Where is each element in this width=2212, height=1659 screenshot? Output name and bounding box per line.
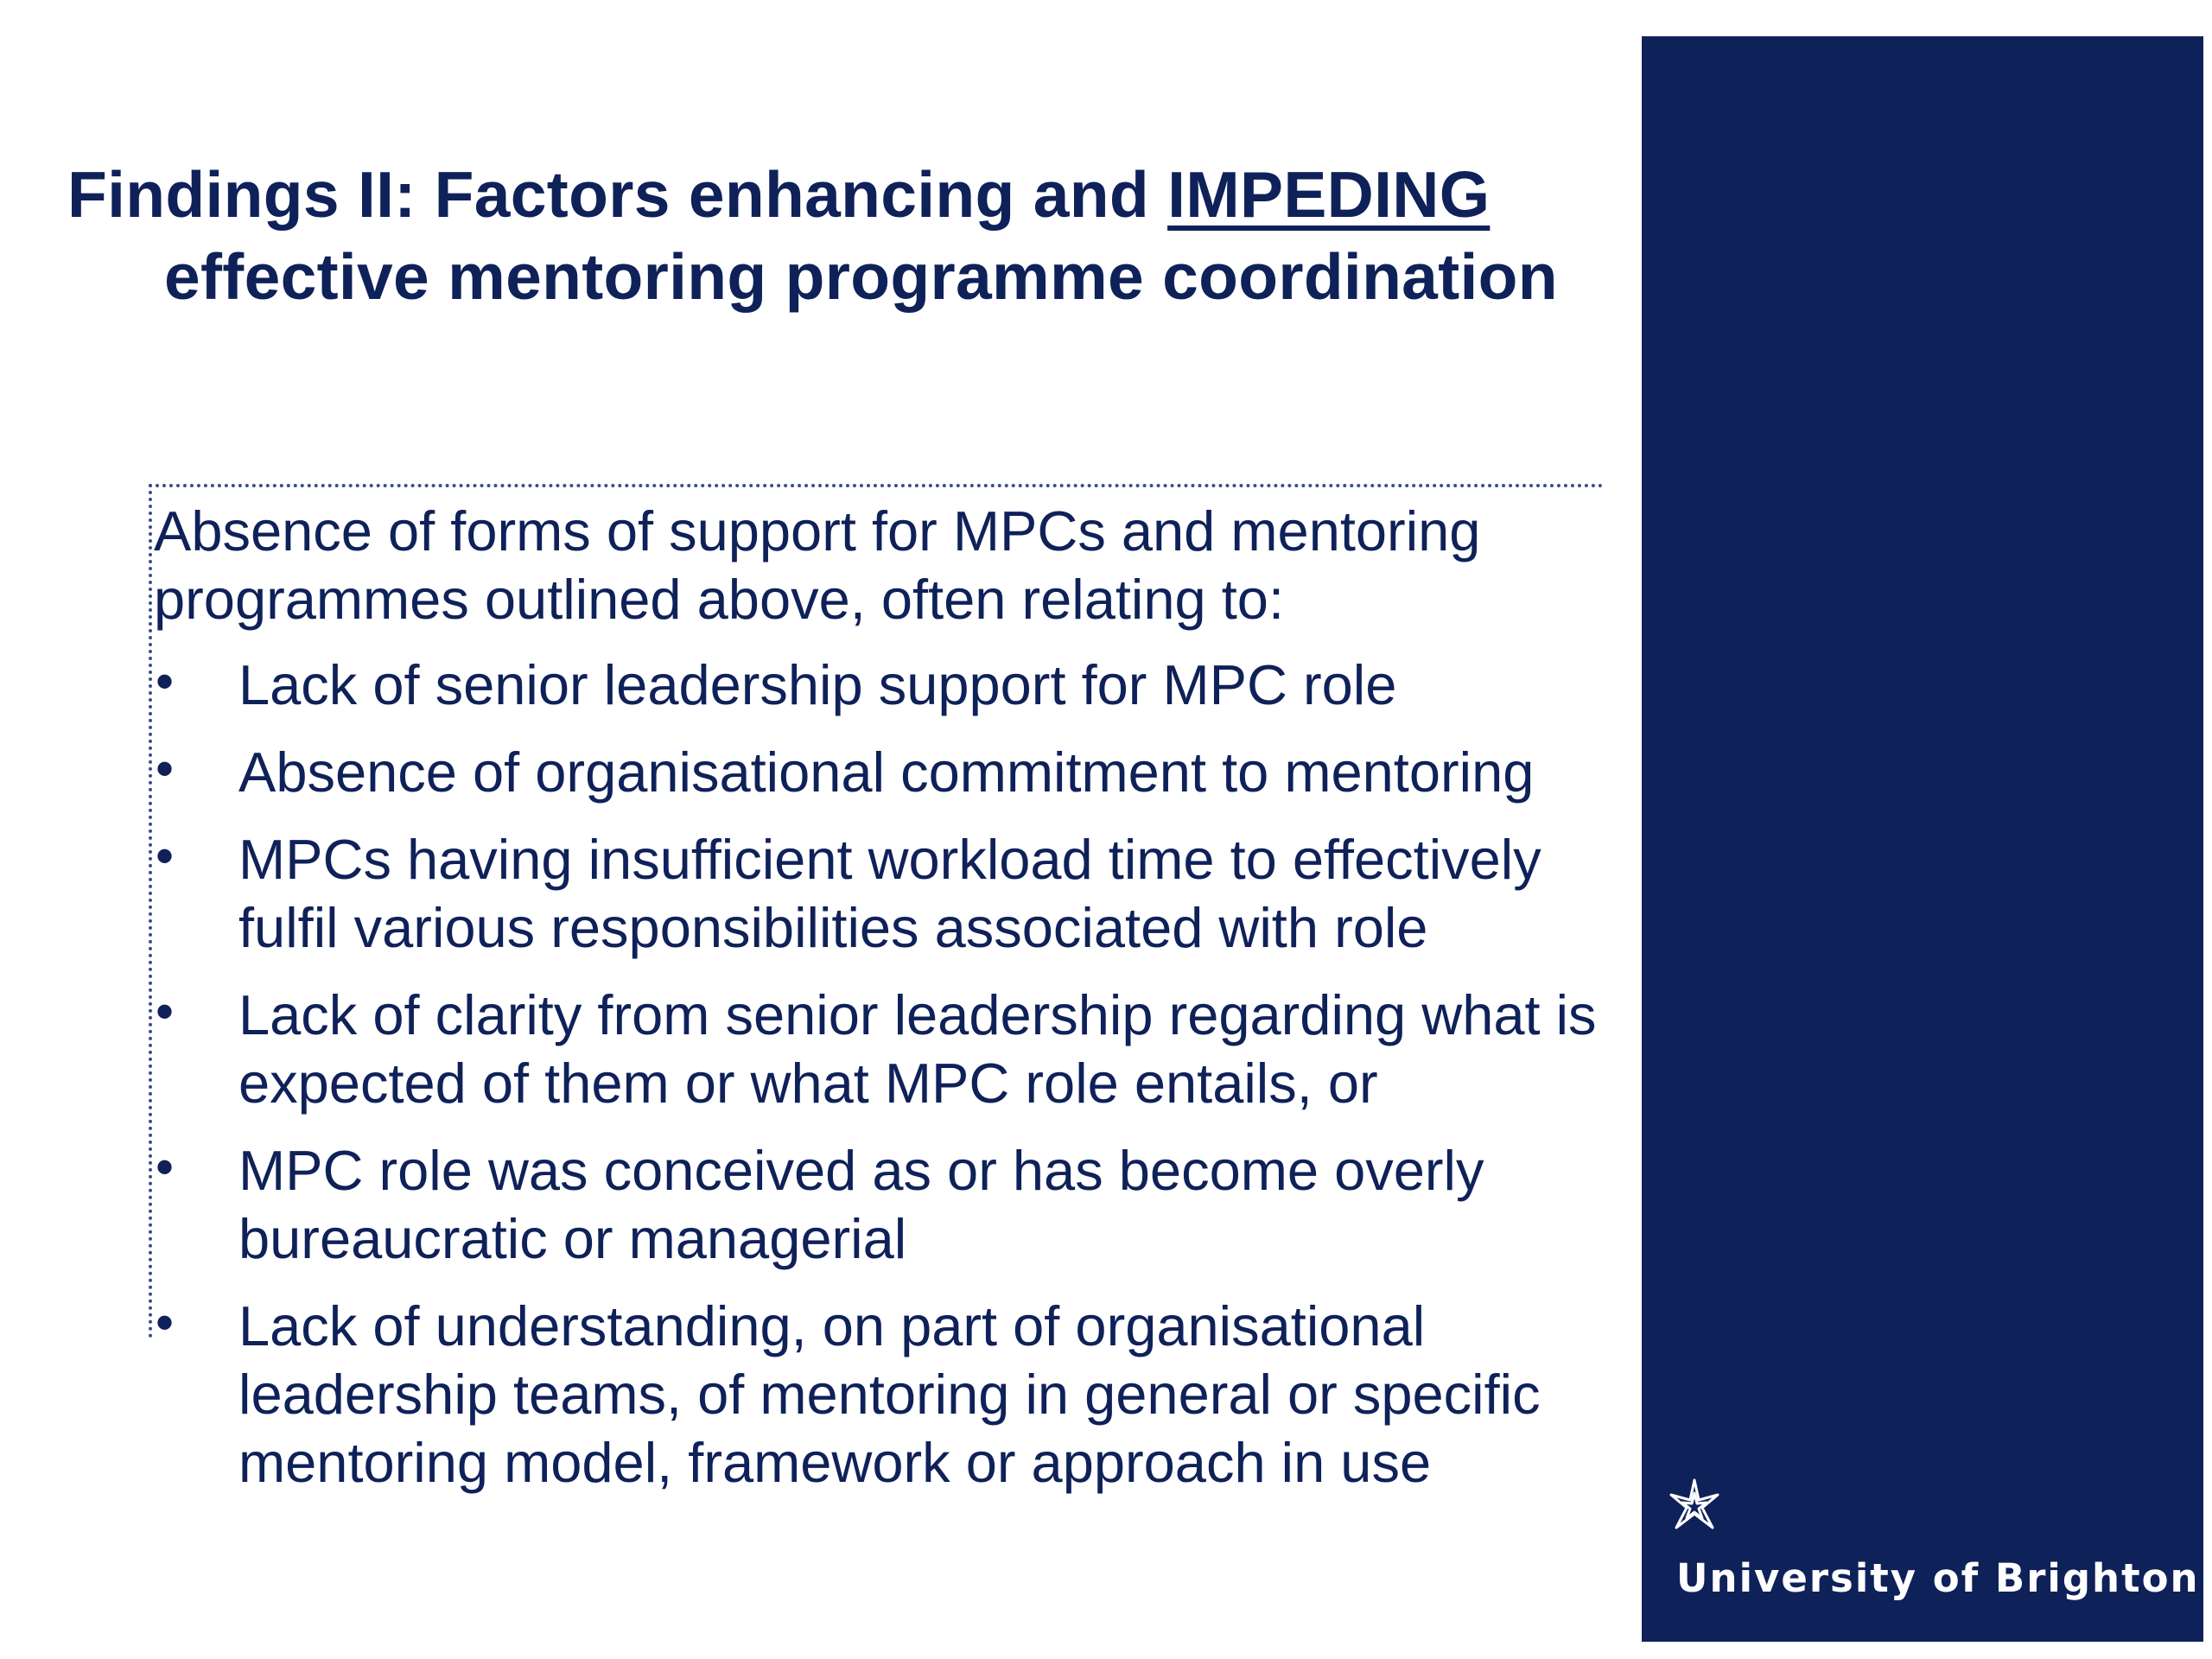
list-item-text: Lack of understanding, on part of organisational leadership teams, of mentoring in general or specific mentoring model, framework or approach in use [238,1294,1541,1494]
title-line1-prefix: Findings II: Factors enhancing and [67,158,1168,231]
content-body [154,497,1623,1516]
brand-sidebar [1642,36,2203,1642]
list-item-text: MPC role was conceived as or has become overly bureaucratic or managerial [238,1139,1484,1270]
bullet-icon: • [156,1138,175,1196]
list-item-text: Lack of senior leadership support for MPC role [238,653,1397,716]
intro-text: Absence of forms of support for MPCs and mentoring programmes outlined above, often relating to: [154,499,1481,631]
list-item [154,981,1623,1117]
bullet-icon: • [156,740,175,798]
title-line2: effective mentoring programme coordination [164,240,1558,313]
list-item-text: Lack of clarity from senior leadership regarding what is expected of them or what MPC role entails, or [238,983,1597,1115]
bullet-icon: • [156,652,175,710]
list-item [154,825,1623,962]
bullet-icon: • [156,982,175,1040]
list-item-text: Absence of organisational commitment to mentoring [238,741,1535,804]
star-icon [1666,1478,1723,1535]
university-logo-text: University of Brighton [1676,1555,2200,1601]
bullet-icon: • [156,827,175,885]
list-item [154,651,1623,719]
bullet-icon: • [156,1294,175,1351]
title-emphasis-impeding: IMPEDING [1167,158,1491,231]
bullet-list [154,651,1623,1497]
slide-title [67,154,1623,318]
list-item-text: MPCs having insufficient workload time to effectively fulfil various responsibilities associated with role [238,828,1541,959]
list-item [154,738,1623,806]
list-item [154,1136,1623,1273]
list-item [154,1292,1623,1497]
